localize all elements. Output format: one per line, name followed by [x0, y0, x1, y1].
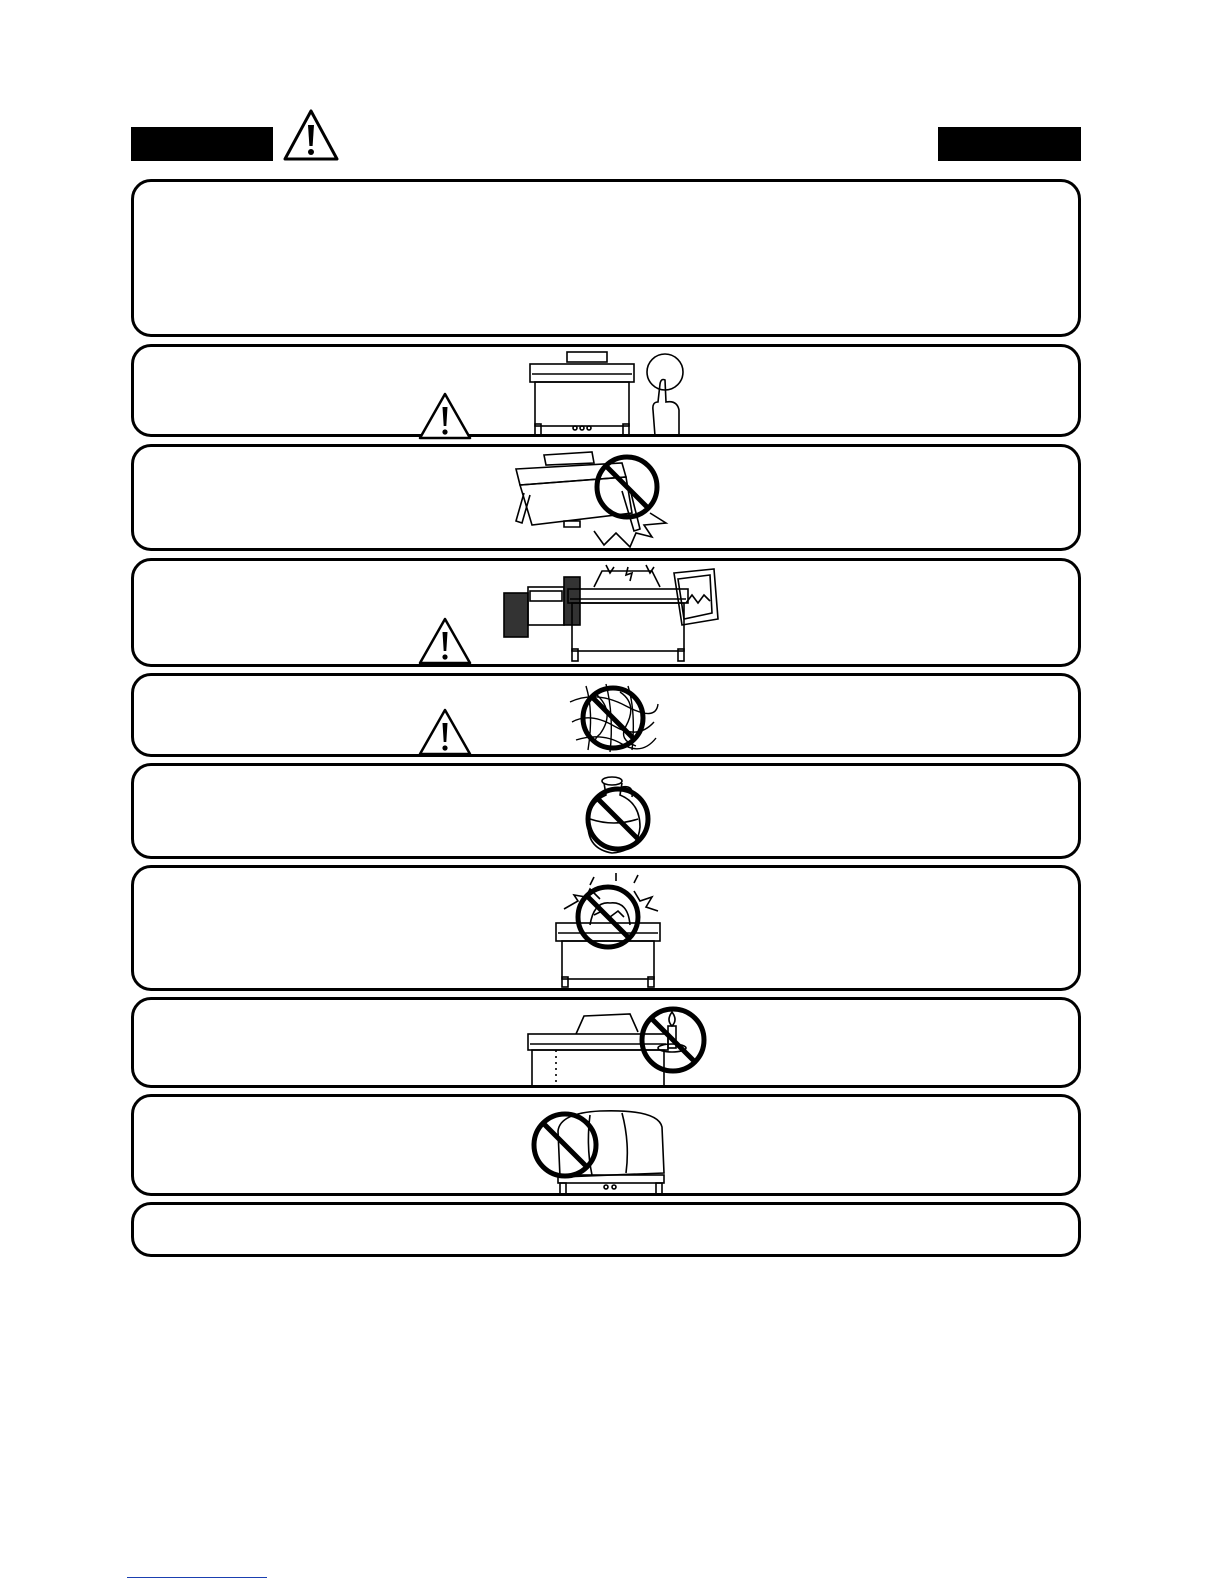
intro-panel [131, 179, 1081, 337]
power-panel [131, 344, 1081, 437]
tangled-cables-prohibited-icon [566, 682, 660, 754]
piano-radio-tv-interference-icon [502, 563, 724, 667]
piano-hand-switch-icon [527, 350, 697, 438]
liquids-panel [131, 763, 1081, 859]
candle-prohibited-icon [526, 1002, 710, 1088]
warning-triangle-icon [417, 707, 473, 757]
header-left-bar [131, 127, 273, 161]
footer-link-underline [127, 1577, 267, 1578]
note-panel [131, 1202, 1081, 1257]
vase-prohibited-icon [582, 773, 656, 857]
cables-panel [131, 673, 1081, 757]
flame-panel [131, 997, 1081, 1088]
cover-panel [131, 1094, 1081, 1196]
tilt-panel [131, 444, 1081, 551]
piano-falling-prohibited-icon [504, 447, 684, 551]
piano-climb-prohibited-icon [550, 871, 668, 989]
climb-panel [131, 865, 1081, 991]
header-right-bar [938, 127, 1081, 161]
warning-triangle-icon [417, 391, 473, 441]
warning-triangle-icon [282, 108, 340, 162]
interference-panel [131, 558, 1081, 667]
piano-cover-prohibited-icon [530, 1107, 670, 1197]
warning-triangle-icon [417, 616, 473, 666]
